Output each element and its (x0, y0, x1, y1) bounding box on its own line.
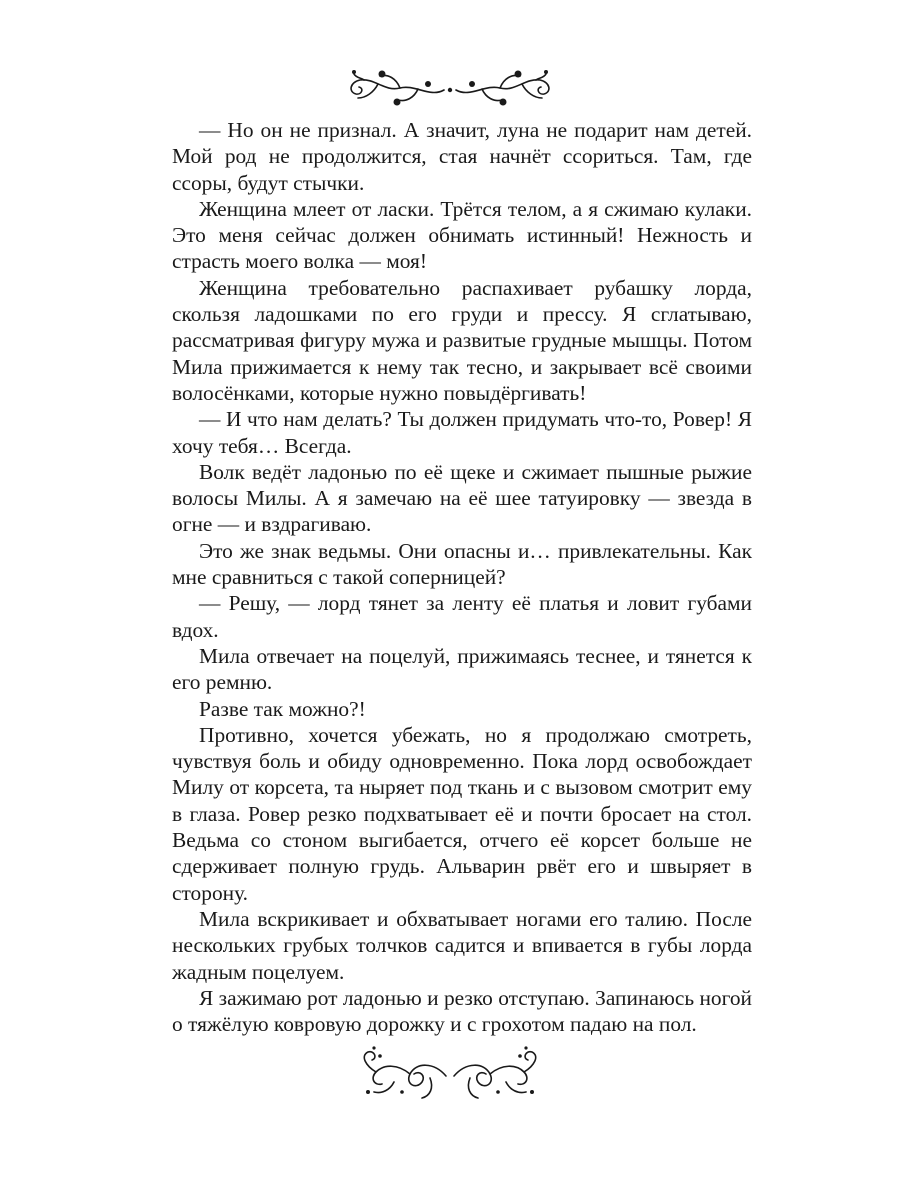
paragraph: Это же знак ведьмы. Они опасны и… привлекательны. Как мне сравниться с такой соперницей? (172, 538, 752, 590)
paragraph: Разве так можно?! (199, 696, 366, 721)
paragraph: Мила отвечает на поцелуй, прижимаясь теснее, и тянется к его ремню. (172, 643, 752, 695)
floral-ornament-bottom-icon (350, 1042, 550, 1102)
paragraph: — Но он не признал. А значит, луна не подарит нам детей. Мой род не продолжится, стая начнёт ссориться. Там, где ссоры, будут стычки. (172, 118, 752, 195)
paragraph: Волк ведёт ладонью по её щеке и сжимает пышные рыжие волосы Милы. А я замечаю на её шее татуировку — звезда в огне — и вздрагиваю. (172, 459, 752, 537)
floral-ornament-top-icon (340, 62, 560, 112)
paragraph: Женщина требовательно распахивает рубашку лорда, скользя ладошками по его груди и прессу. Я сглатываю, рассматривая фигуру мужа и развитые грудные мышцы. Потом Мила прижимается к нему так тесно, и закрывает всё своими волосёнками, которые нужно повыдёргивать! (172, 275, 752, 405)
chapter-text (172, 117, 752, 1037)
paragraph: — И что нам делать? Ты должен придумать что-то, Ровер! Я хочу тебя… Всегда. (172, 407, 752, 458)
paragraph: Противно, хочется убежать, но я продолжаю смотреть, чувствуя боль и обиду одновременно. Пока лорд освобождает Милу от корсета, та ныряет под ткань и с вызовом смотрит ему в глаза. Ровер резко подхватывает её и почти бросает на стол. Ведьма со стоном выгибается, отчего её корсет больше не сдерживает полную грудь. Альварин рвёт его и швыряет в сторону. (172, 722, 752, 905)
paragraph: Я зажимаю рот ладонью и резко отступаю. Запинаюсь ногой о тяжёлую ковровую дорожку и с грохотом падаю на пол. (172, 985, 752, 1037)
paragraph: — Решу, — лорд тянет за ленту её платья и ловит губами вдох. (172, 591, 752, 642)
paragraph: Женщина млеет от ласки. Трётся телом, а я сжимаю кулаки. Это меня сейчас должен обнимать истинный! Нежность и страсть моего волка — моя! (172, 196, 752, 274)
paragraph: Мила вскрикивает и обхватывает ногами его талию. После нескольких грубых толчков садится и впивается в губы лорда жадным поцелуем. (172, 906, 752, 984)
